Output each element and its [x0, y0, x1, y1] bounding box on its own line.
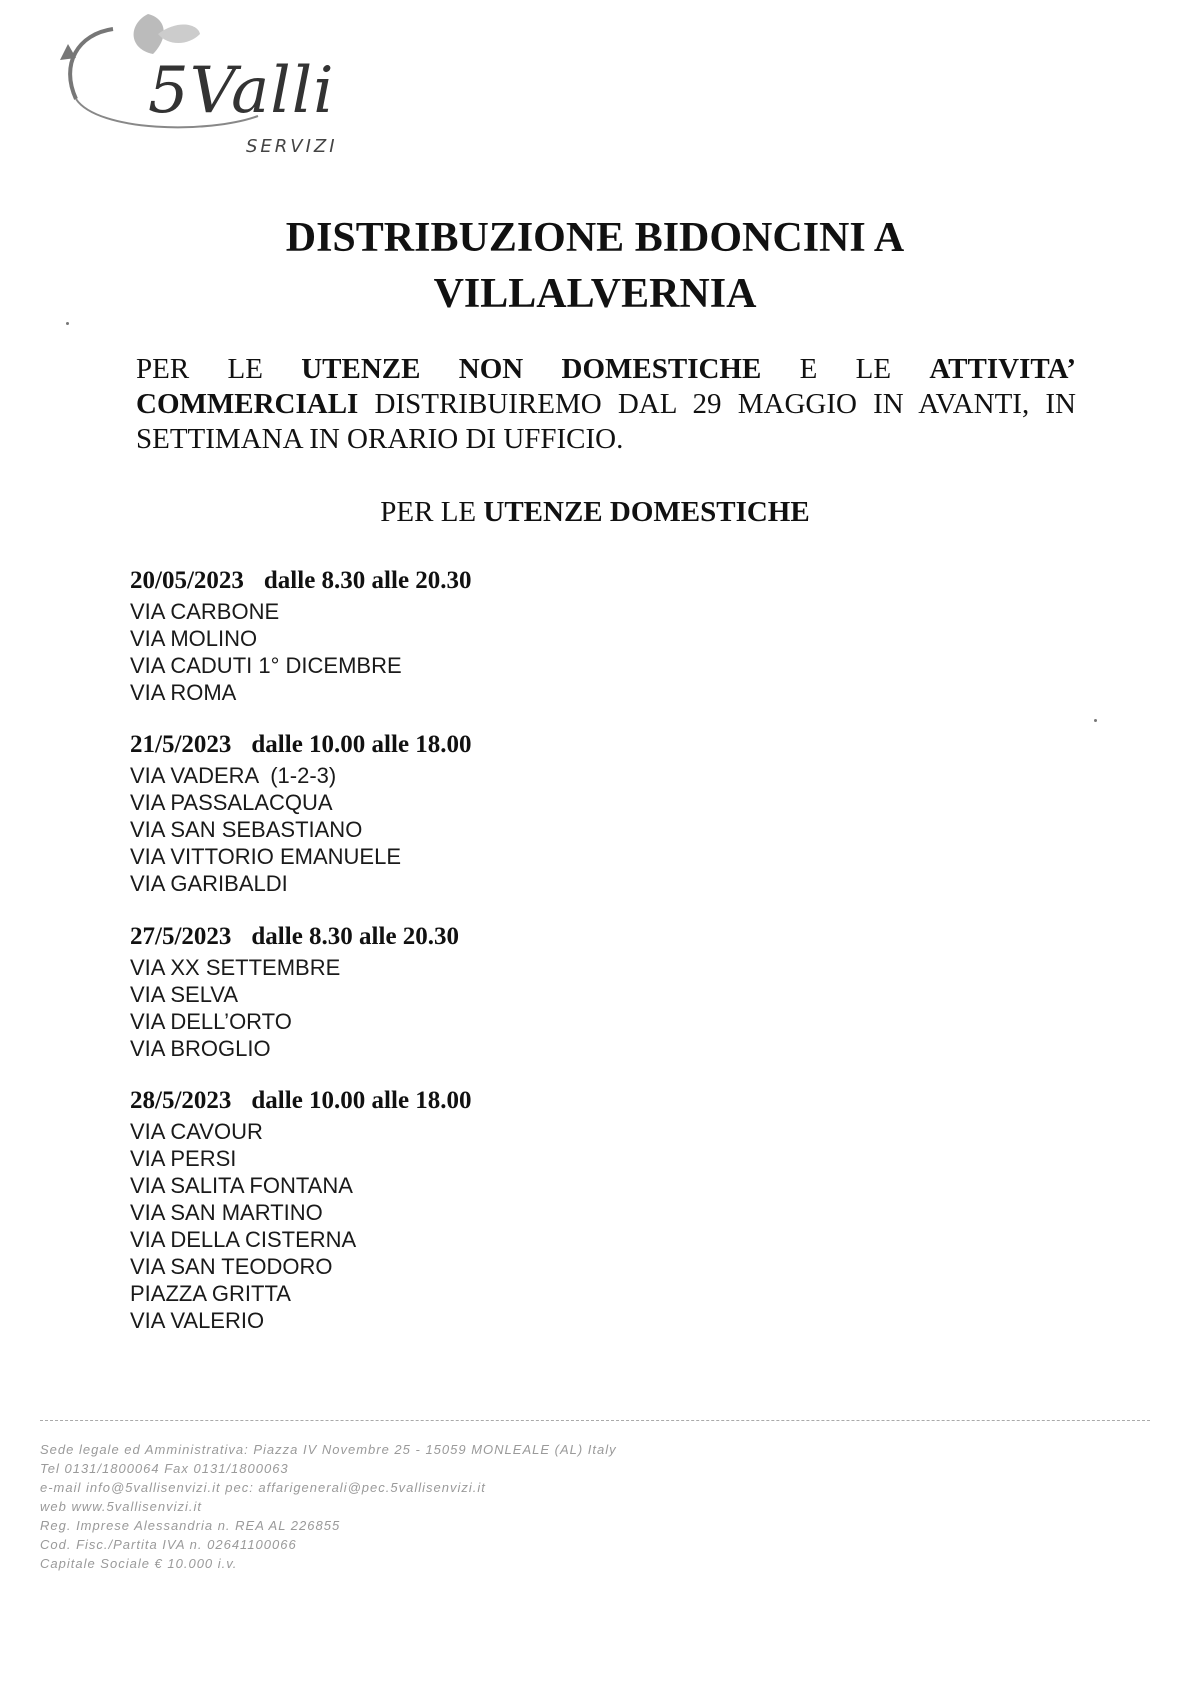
- street-item: VIA GARIBALDI: [130, 871, 288, 896]
- footer-line: web www.5vallisenvizi.it: [40, 1499, 202, 1514]
- schedule-block: [130, 1086, 472, 1334]
- schedule-hours: dalle 10.00 alle 18.00: [251, 1087, 472, 1114]
- intro-text-2: E LE: [761, 353, 930, 385]
- street-item: VIA PASSALACQUA: [130, 790, 333, 815]
- street-item: VIA PERSI: [130, 1146, 237, 1171]
- street-item: VIA DELL’ORTO: [130, 1009, 292, 1034]
- title-line-1: DISTRIBUZIONE BIDONCINI A: [285, 215, 905, 261]
- street-item: VIA SAN TEODORO: [130, 1254, 333, 1279]
- street-item: VIA CAVOUR: [130, 1119, 263, 1144]
- footer-divider: [40, 1420, 1150, 1421]
- scan-speck: [66, 322, 69, 325]
- subhead-prefix: PER LE: [380, 496, 484, 528]
- street-item: VIA ROMA: [130, 680, 237, 705]
- street-item: VIA DELLA CISTERNA: [130, 1227, 357, 1252]
- schedule-hours: dalle 8.30 alle 20.30: [263, 567, 472, 594]
- footer-line: Reg. Imprese Alessandria n. REA AL 226855: [40, 1518, 341, 1533]
- street-item: VIA SALITA FONTANA: [130, 1173, 353, 1198]
- street-item: VIA CADUTI 1° DICEMBRE: [130, 653, 402, 678]
- logo-subtitle: SERVIZI: [246, 136, 338, 157]
- street-item: VIA VADERA (1-2-3): [130, 763, 337, 788]
- intro-text-1: PER LE: [136, 353, 302, 385]
- street-item: VIA VITTORIO EMANUELE: [130, 844, 401, 869]
- company-logo: [58, 4, 338, 174]
- street-item: VIA BROGLIO: [130, 1036, 271, 1061]
- schedule-hours: dalle 8.30 alle 20.30: [251, 923, 460, 950]
- logo-wordmark: 5Valli: [148, 54, 335, 128]
- footer-line: e-mail info@5vallisenvizi.it pec: affarigenerali@pec.5vallisenvizi.it: [40, 1480, 486, 1495]
- schedule-block: [130, 922, 459, 1062]
- subhead-bold: UTENZE DOMESTICHE: [483, 496, 810, 528]
- intro-bold-1: UTENZE NON DOMESTICHE: [301, 353, 762, 385]
- schedule-heading: [130, 922, 459, 952]
- schedule-date: 27/5/2023: [130, 923, 232, 950]
- street-item: VIA SAN MARTINO: [130, 1200, 323, 1225]
- scan-speck: [1094, 719, 1097, 722]
- schedule-heading: [130, 1086, 472, 1116]
- schedule-heading: [130, 730, 472, 760]
- schedule-heading: [130, 566, 472, 596]
- schedule-hours: dalle 10.00 alle 18.00: [251, 731, 472, 758]
- street-item: VIA XX SETTEMBRE: [130, 955, 341, 980]
- title-line-2: VILLALVERNIA: [433, 271, 757, 317]
- street-item: VIA SELVA: [130, 982, 239, 1007]
- footer-line: Capitale Sociale € 10.000 i.v.: [40, 1556, 238, 1571]
- street-item: PIAZZA GRITTA: [130, 1281, 291, 1306]
- schedule-date: 28/5/2023: [130, 1087, 232, 1114]
- street-item: VIA CARBONE: [130, 599, 280, 624]
- schedule-date: 21/5/2023: [130, 731, 232, 758]
- street-item: VIA MOLINO: [130, 626, 258, 651]
- footer-company-info: [40, 1440, 760, 1573]
- street-item: VIA SAN SEBASTIANO: [130, 817, 363, 842]
- intro-text-3: DISTRIBUIREMO DAL 29 MAGGIO IN AVANTI, IN SETTIMANA IN ORARIO DI UFFICIO.: [136, 388, 1076, 455]
- street-item: VIA VALERIO: [130, 1308, 265, 1333]
- schedule-block: [130, 730, 472, 897]
- schedule-date: 20/05/2023: [130, 567, 244, 594]
- document-title: [0, 210, 1190, 322]
- intro-bold-2: ATTIVITA’ COMMERCIALI: [136, 353, 1076, 420]
- intro-paragraph: [136, 352, 1076, 457]
- footer-line: Cod. Fisc./Partita IVA n. 02641100066: [40, 1537, 297, 1552]
- schedule-block: [130, 566, 472, 706]
- domestic-subheading: [0, 496, 1190, 529]
- footer-line: Sede legale ed Amministrativa: Piazza IV Novembre 25 - 15059 MONLEALE (AL) Italy: [40, 1442, 617, 1457]
- footer-line: Tel 0131/1800064 Fax 0131/1800063: [40, 1461, 289, 1476]
